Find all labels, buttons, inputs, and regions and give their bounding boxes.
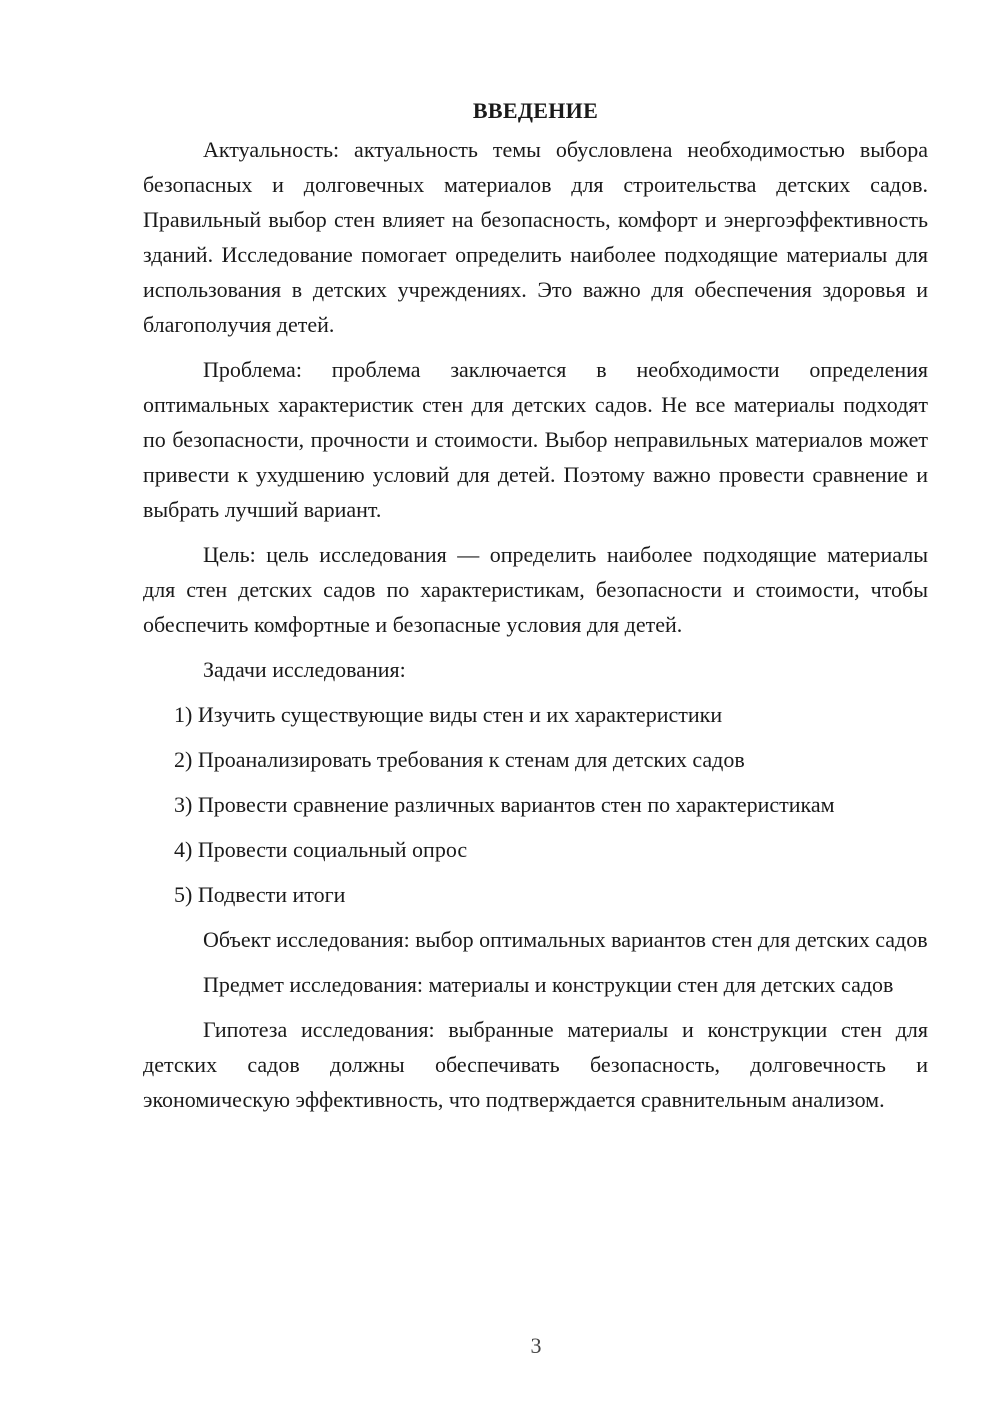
paragraph-object: Объект исследования: выбор оптимальных вариантов стен для детских садов	[203, 927, 928, 952]
paragraph-subject: Предмет исследования: материалы и конструкции стен для детских садов	[203, 972, 894, 997]
tasks-list	[143, 697, 928, 912]
paragraph-problem: Проблема: проблема заключается в необходимости определения оптимальных характеристик стен для детских садов. Не все материалы подходят по безопасности, прочности и стоимости. Выбор неправильных материалов может привести к ухудшению условий для детей. Поэтому важно провести сравнение и выбрать лучший вариант.	[143, 357, 928, 522]
paragraph-hypothesis: Гипотеза исследования: выбранные материалы и конструкции стен для детских садов должны обеспечивать безопасность, долговечность и экономическую эффективность, что подтверждается сравнительным анализом.	[143, 1017, 928, 1112]
document-page	[143, 96, 928, 1127]
page-number: 3	[530, 1333, 542, 1358]
task-item-4: 4) Провести социальный опрос	[174, 837, 468, 862]
page-title: ВВЕДЕНИЕ	[472, 98, 599, 123]
paragraph-goal: Цель: цель исследования — определить наиболее подходящие материалы для стен детских садов по характеристикам, безопасности и стоимости, чтобы обеспечить комфортные и безопасные условия для детей.	[143, 542, 928, 637]
task-item-5: 5) Подвести итоги	[174, 882, 346, 907]
task-item-1: 1) Изучить существующие виды стен и их характеристики	[174, 702, 723, 727]
task-item-2: 2) Проанализировать требования к стенам для детских садов	[174, 747, 745, 772]
tasks-heading: Задачи исследования:	[203, 657, 406, 682]
paragraph-relevance: Актуальность: актуальность темы обусловлена необходимостью выбора безопасных и долговечных материалов для строительства детских садов. Правильный выбор стен влияет на безопасность, комфорт и энергоэффективность зданий. Исследование помогает определить наиболее подходящие материалы для использования в детских учреждениях. Это важно для обеспечения здоровья и благополучия детей.	[143, 137, 928, 337]
task-item-3: 3) Провести сравнение различных вариантов стен по характеристикам	[174, 792, 835, 817]
